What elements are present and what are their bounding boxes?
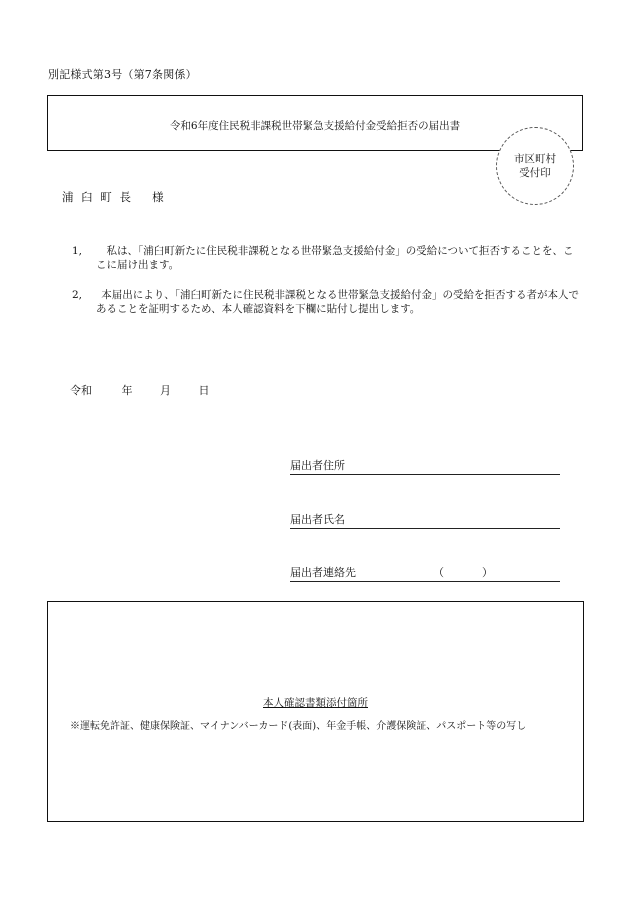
item-text: 本届出により、「浦臼町新たに住民税非課税となる世帯緊急支援給付金」の受給を拒否する者が本人であることを証明するため、本人確認資料を下欄に貼付し提出します。: [96, 289, 579, 315]
addressee: 浦 臼 町 長 様: [62, 190, 166, 204]
contact-field[interactable]: [290, 565, 560, 582]
address-field[interactable]: [290, 458, 560, 475]
document-title: 令和6年度住民税非課税世帯緊急支援給付金受給拒否の届出書: [169, 120, 461, 132]
item-number: 1,: [72, 245, 83, 257]
declaration-item-2: [72, 288, 582, 318]
attachment-note: ※運転免許証、健康保険証、マイナンバーカード(表面)、年金手帳、介護保険証、パスポート等の写し: [70, 721, 527, 732]
date-year: 年: [121, 384, 133, 397]
date-month: 月: [160, 384, 171, 397]
attachment-heading: [48, 695, 583, 710]
form-number: 別記様式第3号（第7条関係）: [48, 68, 197, 81]
stamp-label: [497, 152, 573, 180]
item-number: 2,: [72, 289, 83, 301]
id-document-attachment-area: [47, 601, 584, 822]
name-field[interactable]: [290, 512, 560, 529]
declaration-item-1: [72, 244, 582, 274]
stamp-label-line2: 受付印: [519, 167, 551, 179]
paren-close: ）: [482, 566, 493, 579]
name-label: 届出者氏名: [290, 513, 345, 526]
reception-stamp-area: [496, 127, 574, 205]
paren-open: （: [433, 566, 444, 579]
contact-label: 届出者連絡先: [290, 566, 356, 579]
date-line: [70, 382, 210, 398]
address-label: 届出者住所: [290, 459, 345, 472]
date-era: 令和: [70, 384, 92, 397]
item-text: 私は、「浦臼町新たに住民税非課税となる世帯緊急支援給付金」の受給について拒否することを、ここに届け出ます。: [96, 245, 574, 271]
date-day: 日: [198, 384, 210, 397]
attachment-heading-text: 本人確認書類添付箇所: [263, 697, 368, 709]
stamp-label-line1: 市区町村: [514, 153, 556, 165]
